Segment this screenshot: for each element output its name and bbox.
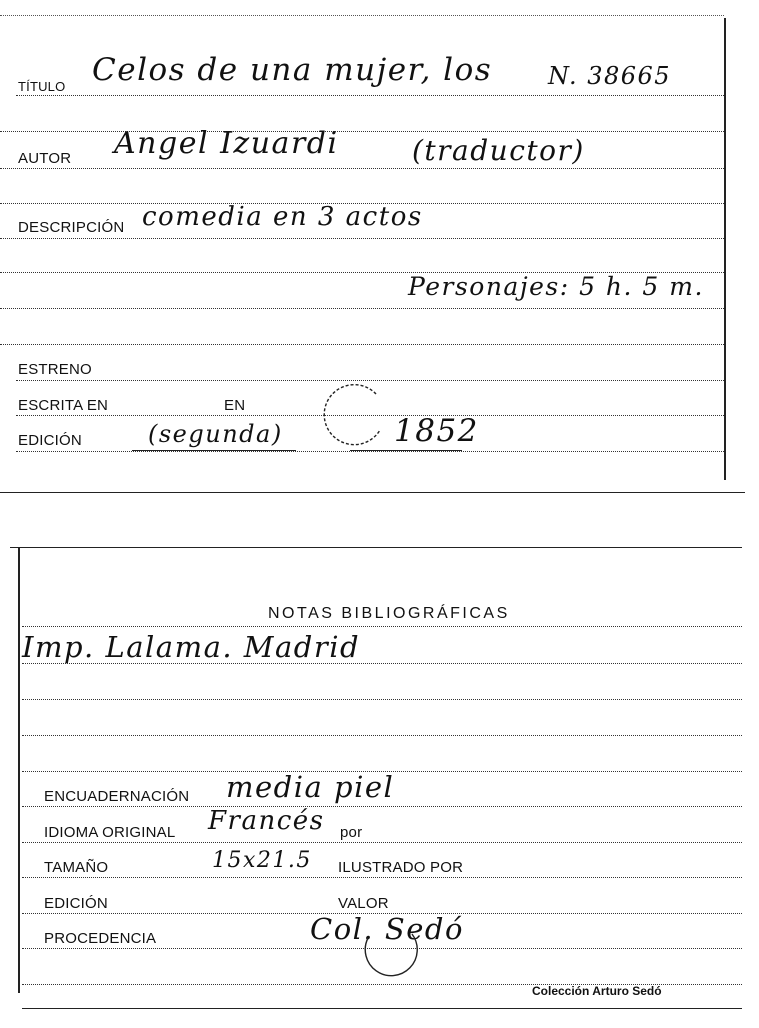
stamp-circle-top: [316, 380, 386, 450]
handwritten-printer: Imp. Lalama. Madrid: [22, 630, 361, 664]
edition-underline: [132, 450, 296, 451]
rule-line: [16, 95, 724, 96]
card-right-border: [724, 18, 726, 480]
handwritten-characters: Personajes: 5 h. 5 m.: [408, 272, 704, 301]
handwritten-number: N. 38665: [548, 62, 672, 90]
label-ilustrado-por: ILUSTRADO POR: [338, 859, 464, 876]
label-descripcion: DESCRIPCIÓN: [18, 219, 125, 236]
rule-line: [22, 626, 742, 627]
footer-line: [22, 1008, 742, 1009]
rule-line: [16, 451, 724, 452]
label-idioma-original: IDIOMA ORIGINAL: [44, 824, 176, 841]
handwritten-author-note: (traductor): [412, 134, 585, 167]
handwritten-provenance: Col. Sedó: [310, 912, 464, 946]
label-titulo: TÍTULO: [18, 79, 66, 94]
rule-line: [22, 735, 742, 736]
handwritten-title: Celos de una mujer, los: [92, 52, 493, 88]
rule-line: [22, 877, 742, 878]
label-procedencia: PROCEDENCIA: [44, 930, 157, 947]
label-valor: VALOR: [338, 895, 389, 912]
label-en: EN: [224, 397, 246, 414]
label-autor: AUTOR: [18, 150, 72, 167]
rule-line: [22, 806, 742, 807]
handwritten-size: 15x21.5: [212, 848, 312, 873]
stamp-circle-bottom: [360, 920, 420, 976]
rule-line: [0, 308, 724, 309]
label-edicion-2: EDICIÓN: [44, 895, 108, 912]
label-por: por: [340, 824, 363, 841]
label-escrita-en: ESCRITA EN: [18, 397, 109, 414]
card-top-edge: [0, 15, 724, 16]
handwritten-description: comedia en 3 actos: [142, 202, 423, 232]
handwritten-year: 1852: [394, 413, 479, 449]
collection-footer: Colección Arturo Sedó: [532, 984, 662, 998]
card-left-border: [18, 548, 20, 993]
handwritten-author: Angel Izuardi: [114, 126, 339, 161]
rule-line: [0, 344, 724, 345]
notes-heading: NOTAS BIBLIOGRÁFICAS: [268, 605, 510, 622]
rule-line: [22, 699, 742, 700]
handwritten-edition: (segunda): [148, 420, 283, 448]
rule-line: [0, 168, 724, 169]
label-tamano: TAMAÑO: [44, 859, 109, 876]
card-top-edge: [10, 547, 742, 548]
label-edicion: EDICIÓN: [18, 432, 82, 449]
handwritten-language: Francés: [208, 806, 325, 836]
handwritten-binding: media piel: [226, 770, 395, 804]
card-separator: [0, 492, 745, 493]
rule-line: [22, 842, 742, 843]
rule-line: [0, 238, 724, 239]
label-estreno: ESTRENO: [18, 361, 92, 378]
label-encuadernacion: ENCUADERNACIÓN: [44, 788, 190, 805]
year-underline: [350, 450, 462, 451]
rule-line: [0, 131, 724, 132]
